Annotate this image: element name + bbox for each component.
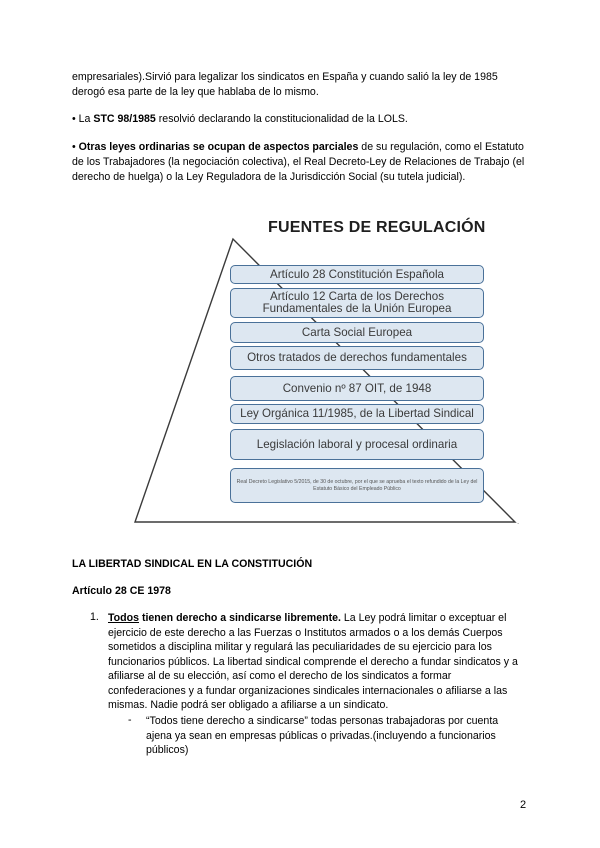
pyramid-level-1: Artículo 28 Constitución Española (230, 265, 484, 284)
sub-item: “Todos tiene derecho a sindicarse” todas personas trabajadoras por cuenta ajena ya sean en empresas públicas o privadas.(incluyendo a funcionarios públicos) (146, 715, 499, 756)
article-heading: Artículo 28 CE 1978 (72, 585, 171, 597)
list-item-1 (108, 611, 528, 713)
list-bold-underlined: Todos (108, 612, 139, 624)
figure-title: FUENTES DE REGULACIÓN (268, 219, 486, 236)
sub-dash: - (128, 714, 132, 726)
pyramid-level-5: Convenio nº 87 OIT, de 1948 (230, 376, 484, 401)
page-number: 2 (520, 799, 527, 811)
section-heading: LA LIBERTAD SINDICAL EN LA CONSTITUCIÓN (72, 558, 313, 570)
list-text: La Ley podrá limitar o exceptuar el ejercicio de este derecho a las Fuerzas o Institutos armados o a los demás Cuerpos sometidos a disciplina militar y regulará las peculiaridades de su ejercicio para los funcionarios públicos. La libertad sindical comprende el derecho a fundar sindicatos y a afiliarse al de su elección, así como el derecho de los sindicatos a formar confederaciones y a fundar organizaciones sindicales internacionales o afiliarse a las mismas. Nadie podrá ser obligado a afiliarse a un sindicato. (108, 612, 518, 711)
p3-pre: • (72, 141, 79, 153)
pyramid-level-8: Real Decreto Legislativo 5/2015, de 30 de octubre, por el que se aprueba el texto refundido de la Ley del Estatuto Básico del Empleado Público (230, 468, 484, 503)
pyramid-level-7: Legislación laboral y procesal ordinaria (230, 429, 484, 460)
pyramid-level-2: Artículo 12 Carta de los Derechos Fundamentales de la Unión Europea (230, 288, 484, 318)
pyramid-level-4: Otros tratados de derechos fundamentales (230, 346, 484, 370)
paragraph-1: empresariales).Sirvió para legalizar los sindicatos en España y cuando salió la ley de 1985 derogó esa parte de la ley que hablaba de lo mismo. (72, 71, 498, 98)
paragraph-3 (72, 140, 532, 185)
pyramid-level-3: Carta Social Europea (230, 322, 484, 343)
p2-bold: STC 98/1985 (93, 113, 156, 125)
figure-dot: . (517, 517, 520, 526)
p3-bold: Otras leyes ordinarias se ocupan de aspectos parciales (78, 141, 359, 153)
paragraph-2 (72, 112, 532, 127)
pyramid-level-6: Ley Orgánica 11/1985, de la Libertad Sindical (230, 404, 484, 424)
p2-post: resolvió declarando la constitucionalidad de la LOLS. (155, 113, 408, 125)
list-number: 1. (90, 611, 99, 623)
p3-post: de su regulación, como el Estatuto de los Trabajadores (la negociación colectiva), el Real Decreto-Ley de Relaciones de Trabajo (el derecho de huelga) o la Ley Reguladora de la Jurisdicción Social (su tutela judicial). (72, 141, 525, 183)
list-bold-rest: tienen derecho a sindicarse libremente. (139, 612, 341, 624)
p2-pre: • La (72, 113, 94, 125)
